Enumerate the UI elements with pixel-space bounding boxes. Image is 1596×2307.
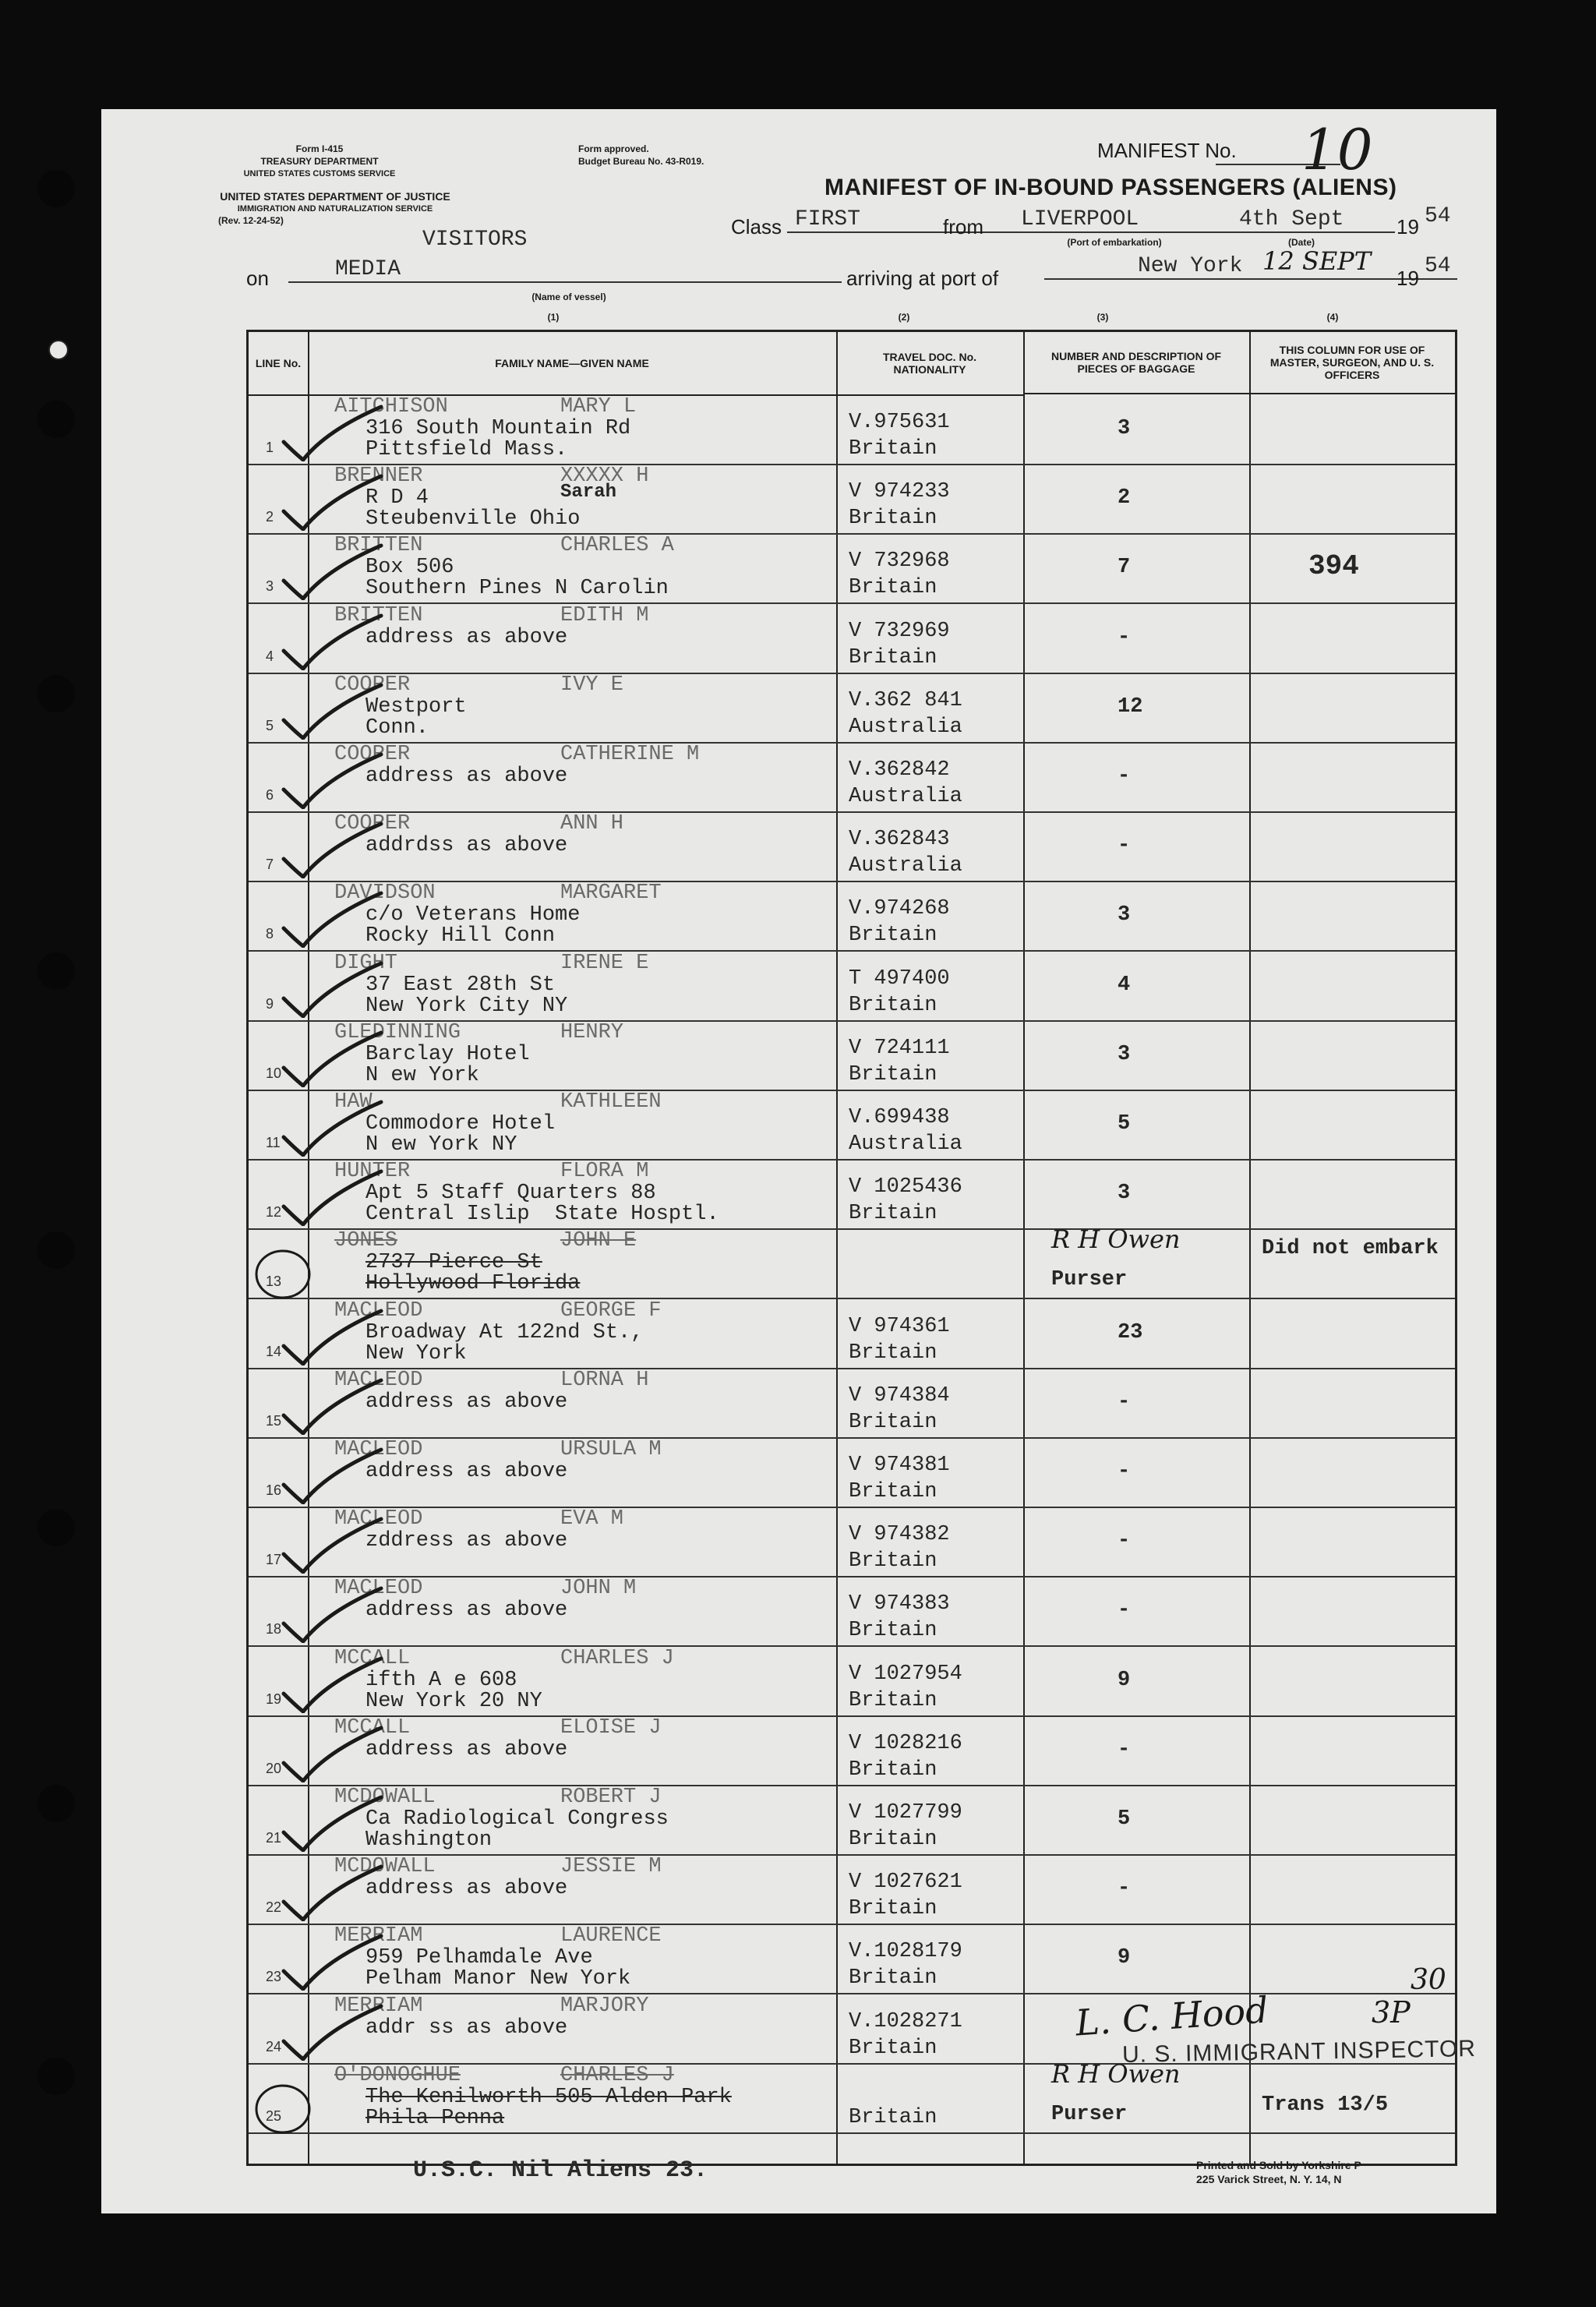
arriving-label: arriving at port of (842, 267, 1003, 291)
travel-doc-number: V.362843 (849, 828, 950, 852)
nationality: Britain (849, 507, 937, 531)
arrival-port: New York (1044, 254, 1457, 280)
table-row (249, 1224, 1455, 1299)
address-line-1: address as above (365, 1460, 568, 1483)
address-line-1: address as above (365, 1737, 568, 1761)
given-name: EVA M (560, 1507, 624, 1532)
checkmark-icon (280, 816, 389, 878)
given-name: GEORGE F (560, 1298, 662, 1323)
checkmark-icon (280, 1789, 389, 1852)
address-line-1: Commodore Hotel (365, 1112, 556, 1136)
address-line-2: Steubenville Ohio (365, 507, 581, 532)
date-caption: (Date) (1287, 237, 1315, 248)
family-name: COOPER (334, 743, 411, 766)
travel-doc-number: V 974361 (849, 1314, 950, 1338)
line-number: 14 (266, 1343, 282, 1359)
given-name: KATHLEEN (560, 1090, 662, 1114)
travel-doc-number: V 974233 (849, 480, 950, 504)
travel-doc-number: V 974381 (849, 1454, 950, 1477)
line-number: 6 (266, 787, 274, 803)
given-name: CATHERINE M (560, 743, 700, 766)
travel-doc-number: V.1028271 (849, 2009, 962, 2033)
line-number: 5 (266, 717, 274, 733)
given-name: FLORA M (560, 1160, 649, 1184)
table-row (249, 881, 1455, 952)
year-value: 54 (1425, 204, 1451, 228)
binder-hole (37, 952, 75, 990)
date-value: 4th Sept (1231, 207, 1395, 233)
address-line-2: Washington (365, 1828, 493, 1852)
checkmark-icon (280, 538, 389, 600)
given-name: IRENE E (560, 951, 649, 975)
checkmark-icon (280, 956, 389, 1018)
printer-line-1: Printed and Sold by Yorkshire P (1196, 2159, 1361, 2171)
address-line-2: Phila Penna (365, 2106, 505, 2130)
class-label: Class (731, 215, 782, 238)
nationality: Britain (849, 1341, 937, 1365)
address-line-2: Pelham Manor New York (365, 1967, 631, 1991)
purser-label: Purser (1051, 2102, 1128, 2126)
table-row (249, 1020, 1455, 1091)
family-name: O'DONOGHUE (334, 2063, 461, 2087)
checkmark-icon (280, 1720, 389, 1782)
line-number: 11 (266, 1135, 281, 1150)
nationality: Britain (849, 1202, 937, 1226)
table-row (249, 1159, 1455, 1230)
address-line-2: New York (365, 1341, 467, 1365)
family-name: BRITTEN (334, 534, 423, 558)
given-name: MARY L (560, 395, 637, 419)
family-name: MACLEOD (334, 1507, 423, 1532)
table-row (249, 1576, 1455, 1647)
travel-doc-number: V 1027621 (849, 1871, 962, 1895)
officer-note: 394 (1308, 550, 1359, 583)
vessel-name: MEDIA (288, 257, 990, 283)
nationality: Australia (849, 715, 962, 739)
printer-line-2: 225 Varick Street, N. Y. 14, N (1196, 2173, 1342, 2185)
address-line-1: address as above (365, 1877, 568, 1901)
checkmark-icon (280, 1859, 389, 1921)
travel-doc-number: V 1028216 (849, 1731, 962, 1755)
checkmark-icon (280, 468, 389, 531)
baggage-count: - (1118, 834, 1131, 858)
baggage-count: 3 (1118, 903, 1131, 927)
address-line-2: Pittsfield Mass. (365, 438, 568, 461)
table-row (249, 951, 1455, 1022)
doj-label: UNITED STATES DEPARTMENT OF JUSTICE (220, 190, 450, 203)
line-number: 9 (266, 995, 274, 1012)
given-name: JESSIE M (560, 1855, 662, 1879)
table-row (249, 1924, 1455, 1994)
table-row (249, 1090, 1455, 1161)
travel-doc-number: V 732968 (849, 549, 950, 574)
form-number: Form I-415 (295, 143, 344, 154)
address-line-2: Conn. (365, 715, 429, 740)
baggage-count: 3 (1118, 417, 1131, 440)
nationality: Australia (849, 785, 962, 808)
line-number: 22 (266, 1899, 282, 1916)
nationality: Britain (849, 1549, 937, 1574)
customs-service: UNITED STATES CUSTOMS SERVICE (243, 169, 396, 178)
line-number: 7 (266, 857, 274, 873)
nationality: Britain (849, 1480, 937, 1503)
family-name: BRENNER (334, 465, 423, 489)
address-line-2: N ew York NY (365, 1133, 517, 1157)
address-line-2: N ew York (365, 1063, 479, 1087)
inspector-code: 3P (1372, 1995, 1411, 2030)
binder-hole-small (48, 340, 69, 360)
binder-hole (37, 170, 75, 207)
table-row (249, 1298, 1455, 1369)
visitors-label: VISITORS (422, 228, 528, 252)
line-number: 2 (266, 509, 274, 525)
family-name: DAVIDSON (334, 881, 436, 906)
purser-signature: R H Owen (1051, 2058, 1181, 2089)
line-number: 3 (266, 578, 274, 595)
nationality: Britain (849, 2036, 937, 2060)
line-number: 15 (266, 1412, 282, 1429)
table-row (249, 464, 1455, 535)
checkmark-icon (280, 1094, 389, 1157)
line-number: 8 (266, 926, 274, 942)
table-row (249, 533, 1455, 604)
given-name: CHARLES J (560, 1646, 674, 1670)
arrival-year-prefix: 19 (1396, 267, 1419, 290)
checkmark-icon (280, 1581, 389, 1643)
address-line-2: Southern Pines N Carolin (365, 577, 669, 601)
family-name: AITCHISON (334, 395, 448, 419)
table-row (249, 1854, 1455, 1925)
line-number: 17 (266, 1552, 282, 1568)
given-name: XXXXX H (560, 465, 649, 489)
arrival-date: 12 SEPT (1262, 246, 1372, 276)
baggage-count: 3 (1118, 1182, 1131, 1206)
line-number: 12 (266, 1204, 282, 1221)
given-name: MARJORY (560, 1994, 649, 2018)
baggage-count: - (1118, 765, 1131, 788)
line-number: 13 (266, 1274, 282, 1290)
checkmark-icon (280, 399, 389, 461)
address-line-2: Hollywood Florida (365, 1272, 581, 1296)
given-name: IVY E (560, 673, 624, 697)
table-row (249, 1785, 1455, 1856)
family-name: MACLEOD (334, 1368, 423, 1392)
family-name: MCDOWALL (334, 1786, 436, 1809)
line-number: 24 (266, 2038, 282, 2054)
nationality: Britain (849, 1758, 937, 1782)
passenger-table (246, 330, 1457, 2166)
travel-doc-number: V.699438 (849, 1106, 950, 1129)
checkmark-icon (280, 1928, 389, 1991)
given-name: CHARLES A (560, 534, 674, 558)
table-row (249, 1437, 1455, 1508)
address-line-1: The Kenilworth 505 Alden Park (365, 2085, 732, 2109)
col-header-baggage: NUMBER AND DESCRIPTION OF PIECES OF BAGGAGE (1023, 332, 1249, 394)
baggage-count: 3 (1118, 1042, 1131, 1066)
checkmark-icon (280, 1442, 389, 1504)
baggage-count: 9 (1118, 1946, 1131, 1970)
address-line-1: address as above (365, 765, 568, 788)
baggage-count: 2 (1118, 486, 1131, 511)
inspector-signature: L. C. Hood (1074, 1988, 1270, 2044)
table-row (249, 2058, 1455, 2134)
given-name: JOHN E (560, 1229, 637, 1253)
given-name: EDITH M (560, 603, 649, 627)
given-name: LAURENCE (560, 1924, 662, 1948)
address-line-1: zddress as above (365, 1529, 568, 1553)
family-name: MACLEOD (334, 1298, 423, 1323)
officer-note: Did not embark (1262, 1237, 1439, 1261)
manifest-title: MANIFEST OF IN-BOUND PASSENGERS (ALIENS) (824, 175, 1397, 200)
family-name: MCDOWALL (334, 1855, 436, 1879)
checkmark-icon (280, 677, 389, 740)
col-number-3: (3) (1096, 312, 1109, 323)
baggage-count: 4 (1118, 973, 1131, 997)
circle-mark-icon (252, 1247, 314, 1302)
nationality: Britain (849, 1062, 937, 1086)
nationality: Britain (849, 576, 937, 600)
checkmark-icon (280, 1164, 389, 1226)
travel-doc-number: V.362 841 (849, 688, 962, 712)
travel-doc-number: V 732969 (849, 619, 950, 643)
col-number-4: (4) (1326, 312, 1339, 323)
address-line-1: 959 Pelhamdale Ave (365, 1946, 593, 1970)
travel-doc-number: V 974382 (849, 1523, 950, 1547)
nationality: Britain (849, 1410, 937, 1434)
inspector-number: 30 (1411, 1964, 1446, 1996)
address-line-1: 316 South Mountain Rd (365, 417, 631, 440)
line-number: 16 (266, 1482, 282, 1498)
family-name: MCCALL (334, 1715, 411, 1740)
line-number: 21 (266, 1830, 282, 1846)
address-line-1: c/o Veterans Home (365, 903, 581, 927)
line-number: 20 (266, 1760, 282, 1776)
col-number-1: (1) (547, 312, 560, 323)
nationality: Britain (849, 1688, 937, 1712)
baggage-count: - (1118, 625, 1131, 649)
vessel-caption: (Name of vessel) (531, 291, 606, 302)
address-line-2: New York 20 NY (365, 1689, 542, 1713)
line-number: 18 (266, 1621, 282, 1638)
table-row (249, 1507, 1455, 1577)
table-row (249, 673, 1455, 744)
nationality: Britain (849, 1828, 937, 1851)
travel-doc-number: T 497400 (849, 966, 950, 991)
port-caption: (Port of embarkation) (1067, 237, 1162, 248)
table-row (249, 742, 1455, 813)
circle-mark-icon (252, 2082, 314, 2136)
address-line-1: addrdss as above (365, 834, 568, 858)
address-line-1: R D 4 (365, 486, 429, 511)
checkmark-icon (280, 1651, 389, 1713)
col-header-nat-label: NATIONALITY (893, 363, 966, 376)
table-row (249, 1646, 1455, 1717)
address-line-1: 2737 Pierce St (365, 1251, 542, 1275)
col-header-officers: THIS COLUMN FOR USE OF MASTER, SURGEON, AND U. S. OFFICERS (1249, 332, 1455, 394)
binder-hole (37, 2058, 75, 2095)
given-name: CHARLES J (560, 2063, 674, 2087)
address-line-1: Broadway At 122nd St., (365, 1320, 644, 1344)
travel-doc-number: V 974383 (849, 1592, 950, 1616)
table-row (249, 811, 1455, 882)
nationality: Australia (849, 854, 962, 878)
baggage-count: - (1118, 1390, 1131, 1414)
table-row (249, 1368, 1455, 1439)
nationality: Britain (849, 1619, 937, 1643)
family-name: COOPER (334, 812, 411, 836)
binder-hole (37, 1231, 75, 1269)
class-value: FIRST (787, 207, 1013, 233)
travel-doc-number: V.974268 (849, 897, 950, 921)
family-name: HUNTER (334, 1160, 411, 1184)
baggage-count: - (1118, 1737, 1131, 1761)
family-name: MACLEOD (334, 1438, 423, 1461)
given-name-correction: Sarah (560, 482, 617, 503)
checkmark-icon (280, 1511, 389, 1574)
travel-doc-number: V.362842 (849, 758, 950, 782)
manifest-no-label: MANIFEST No. (1097, 139, 1237, 162)
address-line-2: Rocky Hill Conn (365, 924, 556, 949)
col-header-doc (836, 332, 1023, 396)
table-row (249, 394, 1455, 465)
address-line-1: ifth A e 608 (365, 1668, 517, 1692)
baggage-count: - (1118, 1529, 1131, 1553)
binder-hole (37, 1785, 75, 1822)
travel-doc-number: V.975631 (849, 411, 950, 434)
travel-doc-number: V 1027799 (849, 1801, 962, 1825)
address-line-1: Box 506 (365, 556, 454, 580)
baggage-count: - (1118, 1599, 1131, 1623)
checkmark-icon (280, 885, 389, 948)
address-line-1: 37 East 28th St (365, 973, 556, 997)
baggage-count: - (1118, 1460, 1131, 1483)
line-number: 25 (266, 2107, 282, 2124)
baggage-count: 12 (1118, 694, 1143, 719)
family-name: BRITTEN (334, 603, 423, 627)
nationality: Britain (849, 645, 937, 669)
given-name: URSULA M (560, 1438, 662, 1461)
col-header-name: FAMILY NAME—GIVEN NAME (308, 332, 836, 396)
nationality: Britain (849, 1966, 937, 1991)
footer-usc-note: U.S.C. Nil Aliens 23. (413, 2157, 708, 2184)
address-line-1: Barclay Hotel (365, 1042, 530, 1066)
given-name: ROBERT J (560, 1786, 662, 1809)
address-line-1: address as above (365, 625, 568, 649)
officer-note: Trans 13/5 (1262, 2093, 1389, 2117)
family-name: MACLEOD (334, 1577, 423, 1601)
nationality: Britain (849, 1897, 937, 1921)
baggage-count: 5 (1118, 1807, 1131, 1831)
nationality: Britain (849, 437, 937, 461)
ins-label: IMMIGRATION AND NATURALIZATION SERVICE (237, 204, 433, 214)
binder-hole (37, 675, 75, 712)
nationality: Britain (849, 993, 937, 1017)
on-label: on (246, 267, 269, 290)
line-number: 23 (266, 1969, 282, 1985)
line-number: 1 (266, 440, 274, 455)
checkmark-icon (280, 608, 389, 670)
line-number: 10 (266, 1065, 282, 1081)
travel-doc-number: V 1025436 (849, 1175, 962, 1199)
family-name: MERRIAM (334, 1994, 423, 2018)
given-name: MARGARET (560, 881, 662, 906)
travel-doc-number: V 1027954 (849, 1662, 962, 1686)
baggage-count: 9 (1118, 1668, 1131, 1692)
address-line-1: address as above (365, 1599, 568, 1623)
family-name: DIGHT (334, 951, 398, 975)
family-name: HAW (334, 1090, 373, 1114)
address-line-2: New York City NY (365, 994, 568, 1018)
rev-label: (Rev. 12-24-52) (218, 215, 284, 226)
arrival-year: 54 (1425, 254, 1451, 278)
address-line-1: address as above (365, 1390, 568, 1414)
given-name: HENRY (560, 1020, 624, 1044)
purser-signature: R H Owen (1051, 1224, 1181, 1255)
checkmark-icon (280, 1998, 389, 2061)
nationality: Britain (849, 924, 937, 948)
travel-doc-number: V 724111 (849, 1036, 950, 1060)
manifest-number: 10 (1301, 117, 1373, 182)
binder-hole (37, 401, 75, 438)
address-line-2: Central Islip State Hosptl. (365, 1203, 719, 1227)
table-row (249, 1715, 1455, 1786)
checkmark-icon (280, 1025, 389, 1087)
baggage-count: 5 (1118, 1112, 1131, 1136)
given-name: ELOISE J (560, 1715, 662, 1740)
col-header-doc-label: TRAVEL DOC. No. (882, 351, 977, 363)
line-number: 19 (266, 1691, 282, 1707)
purser-label: Purser (1051, 1268, 1128, 1292)
year-prefix: 19 (1396, 215, 1419, 238)
binder-hole (37, 1509, 75, 1546)
manifest-sheet (101, 109, 1496, 2213)
travel-doc-number: V 974384 (849, 1383, 950, 1408)
checkmark-icon (280, 1303, 389, 1365)
checkmark-icon (280, 1373, 389, 1435)
inspector-title: U. S. IMMIGRANT INSPECTOR (1121, 2036, 1477, 2068)
family-name: JONES (334, 1229, 398, 1253)
address-line-1: Westport (365, 694, 467, 719)
nationality: Australia (849, 1132, 962, 1156)
address-line-1: Ca Radiological Congress (365, 1807, 669, 1831)
treasury-dept: TREASURY DEPARTMENT (260, 156, 379, 167)
family-name: GLEDINNING (334, 1020, 461, 1044)
from-value: LIVERPOOL (1005, 207, 1231, 233)
col-number-2: (2) (898, 312, 910, 323)
from-label: from (943, 215, 983, 238)
budget-bureau: Budget Bureau No. 43-R019. (578, 156, 704, 167)
checkmark-icon (280, 747, 389, 809)
line-number: 4 (266, 648, 274, 664)
form-approved: Form approved. (578, 143, 649, 154)
family-name: MCCALL (334, 1646, 411, 1670)
table-row (249, 603, 1455, 674)
nationality: Britain (849, 2105, 937, 2129)
family-name: MERRIAM (334, 1924, 423, 1948)
given-name: ANN H (560, 812, 624, 836)
address-line-1: Apt 5 Staff Quarters 88 (365, 1182, 656, 1206)
travel-doc-number: V.1028179 (849, 1940, 962, 1964)
given-name: JOHN M (560, 1577, 637, 1601)
col-header-line-no: LINE No. (249, 332, 308, 396)
given-name: LORNA H (560, 1368, 649, 1392)
baggage-count: 7 (1118, 556, 1131, 580)
baggage-count: 23 (1118, 1320, 1143, 1344)
baggage-count: - (1118, 1877, 1131, 1901)
address-line-1: addr ss as above (365, 2016, 568, 2040)
family-name: COOPER (334, 673, 411, 697)
